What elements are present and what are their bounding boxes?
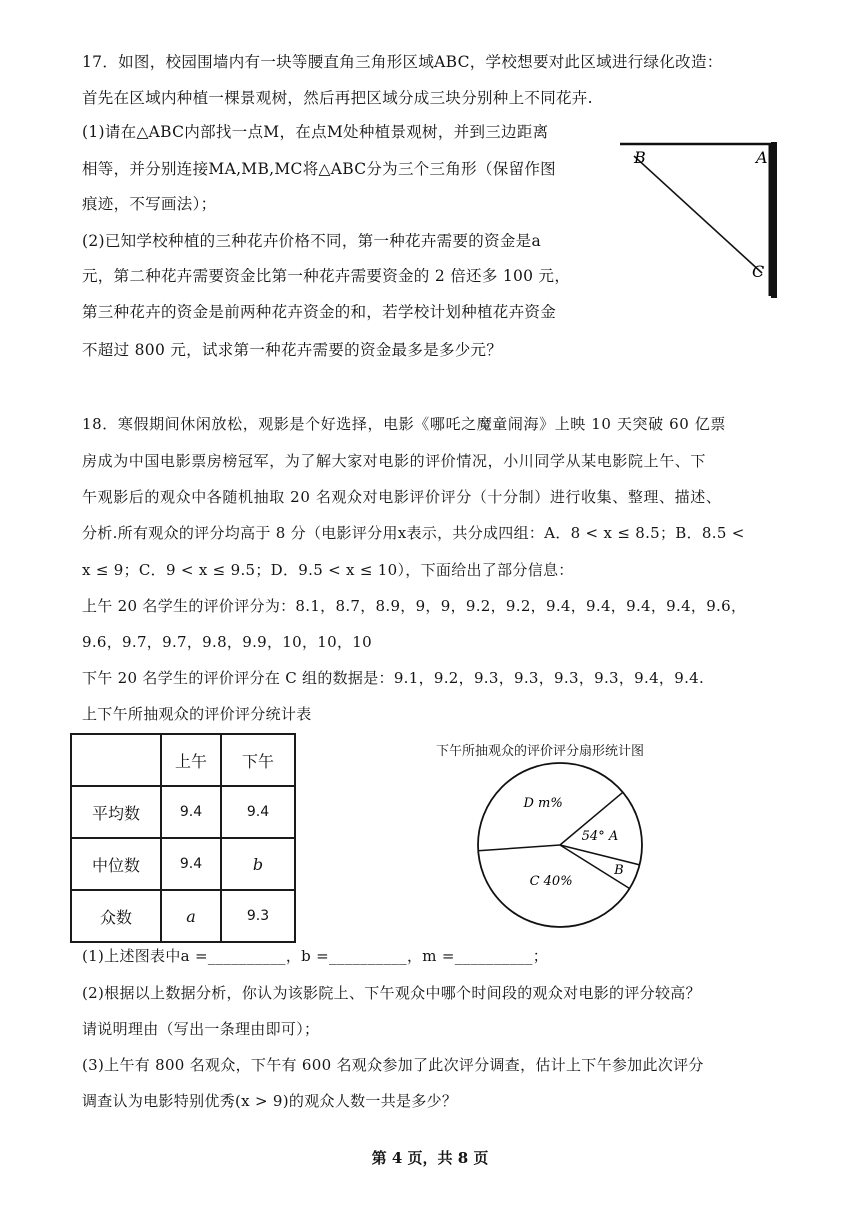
pie-chart-title: 下午所抽观众的评价评分扇形统计图 — [436, 744, 645, 759]
q17-line: 首先在区域内种植一棵景观树，然后再把区域分成三块分别种上不同花卉. — [82, 89, 593, 107]
pie-slice-label-c: C 40% — [529, 873, 573, 889]
morning-scores-line: 9.6，9.7，9.7，9.8，9.9，10，10，10 — [82, 633, 372, 651]
table-cell: 下午 — [221, 734, 295, 786]
afternoon-c-group-line: 下午 20 名学生的评价评分在 C 组的数据是：9.1，9.2，9.3，9.3，9.3，9.3，9.4，9.4. — [82, 669, 705, 687]
pie-slice-label-a: 54° A — [581, 828, 619, 844]
table-cell: b — [221, 838, 295, 890]
table-cell: 9.4 — [221, 786, 295, 838]
table-title: 上下午所抽观众的评价评分统计表 — [82, 705, 312, 723]
table-cell: 中位数 — [71, 838, 161, 890]
q18-line: 午观影后的观众中各随机抽取 20 名观众对电影评价评分（十分制）进行收集、整理、描述、 — [82, 488, 722, 506]
statistics-table — [70, 733, 296, 943]
table-row — [71, 838, 295, 890]
q17-line: (2)已知学校种植的三种花卉价格不同，第一种花卉需要的资金是a — [82, 232, 541, 250]
q17-line: 17．如图，校园围墙内有一块等腰直角三角形区域ABC，学校想要对此区域进行绿化改造： — [82, 53, 723, 71]
table-row — [71, 734, 295, 786]
table-cell: 平均数 — [71, 786, 161, 838]
pie-chart — [475, 760, 645, 930]
table-cell: 众数 — [71, 890, 161, 942]
morning-scores-line: 上午 20 名学生的评价评分为：8.1，8.7，8.9，9，9，9.2，9.2，9.4，9.4，9.4，9.4，9.6， — [82, 597, 747, 615]
page-number: 第 4 页，共 8 页 — [371, 1149, 489, 1167]
table-row — [71, 890, 295, 942]
vertex-label-a: A — [756, 148, 768, 167]
question-1: (1)上述图表中a =__________，b =__________，m =__________； — [82, 947, 549, 965]
q17-line: 相等，并分别连接MA,MB,MC将△ABC分为三个三角形（保留作图 — [82, 160, 556, 178]
pie-slice-boundary-d — [478, 845, 560, 851]
table-cell — [71, 734, 161, 786]
q17-line: 痕迹，不写画法）； — [82, 195, 217, 213]
q17-line: (1)请在△ABC内部找一点M，在点M处种植景观树，并到三边距离 — [82, 123, 549, 141]
table-cell: a — [161, 890, 221, 942]
q18-line: 房成为中国电影票房榜冠军，为了解大家对电影的评价情况，小川同学从某电影院上午、下 — [82, 452, 707, 470]
pie-slice-label-b: B — [614, 862, 624, 878]
table-cell: 9.4 — [161, 786, 221, 838]
table-cell: 9.3 — [221, 890, 295, 942]
question-3: (3)上午有 800 名观众，下午有 600 名观众参加了此次评分调查，估计上下午参加此次评分 — [82, 1056, 704, 1074]
pie-slice-boundary-b — [560, 845, 640, 865]
question-2: (2)根据以上数据分析，你认为该影院上、下午观众中哪个时间段的观众对电影的评分较高？ — [82, 984, 701, 1002]
q17-line: 第三种花卉的资金是前两种花卉资金的和，若学校计划种植花卉资金 — [82, 303, 557, 321]
pie-slice-label-d: D m% — [523, 796, 563, 812]
vertex-label-c: C — [752, 262, 765, 281]
q17-line: 不超过 800 元，试求第一种花卉需要的资金最多是多少元？ — [82, 341, 503, 359]
vertex-label-b: B — [634, 148, 646, 167]
table-row — [71, 786, 295, 838]
q18-line: 分析.所有观众的评分均高于 8 分（电影评分用x表示，共分成四组：A．8 < x ≤ 8.5；B．8.5 < — [82, 524, 745, 542]
question-3-cont: 调查认为电影特别优秀(x > 9)的观众人数一共是多少？ — [82, 1092, 458, 1110]
question-2-cont: 请说明理由（写出一条理由即可）； — [82, 1020, 320, 1038]
triangle-figure — [620, 140, 780, 300]
table-cell: 上午 — [161, 734, 221, 786]
q17-line: 元，第二种花卉需要资金比第一种花卉需要资金的 2 倍还多 100 元， — [82, 267, 571, 285]
table-cell: 9.4 — [161, 838, 221, 890]
q18-line: 18．寒假期间休闲放松，观影是个好选择，电影《哪吒之魔童闹海》上映 10 天突破 60 亿票 — [82, 415, 726, 433]
q18-line: x ≤ 9；C．9 < x ≤ 9.5；D．9.5 < x ≤ 10），下面给出了部分信息： — [82, 561, 574, 579]
